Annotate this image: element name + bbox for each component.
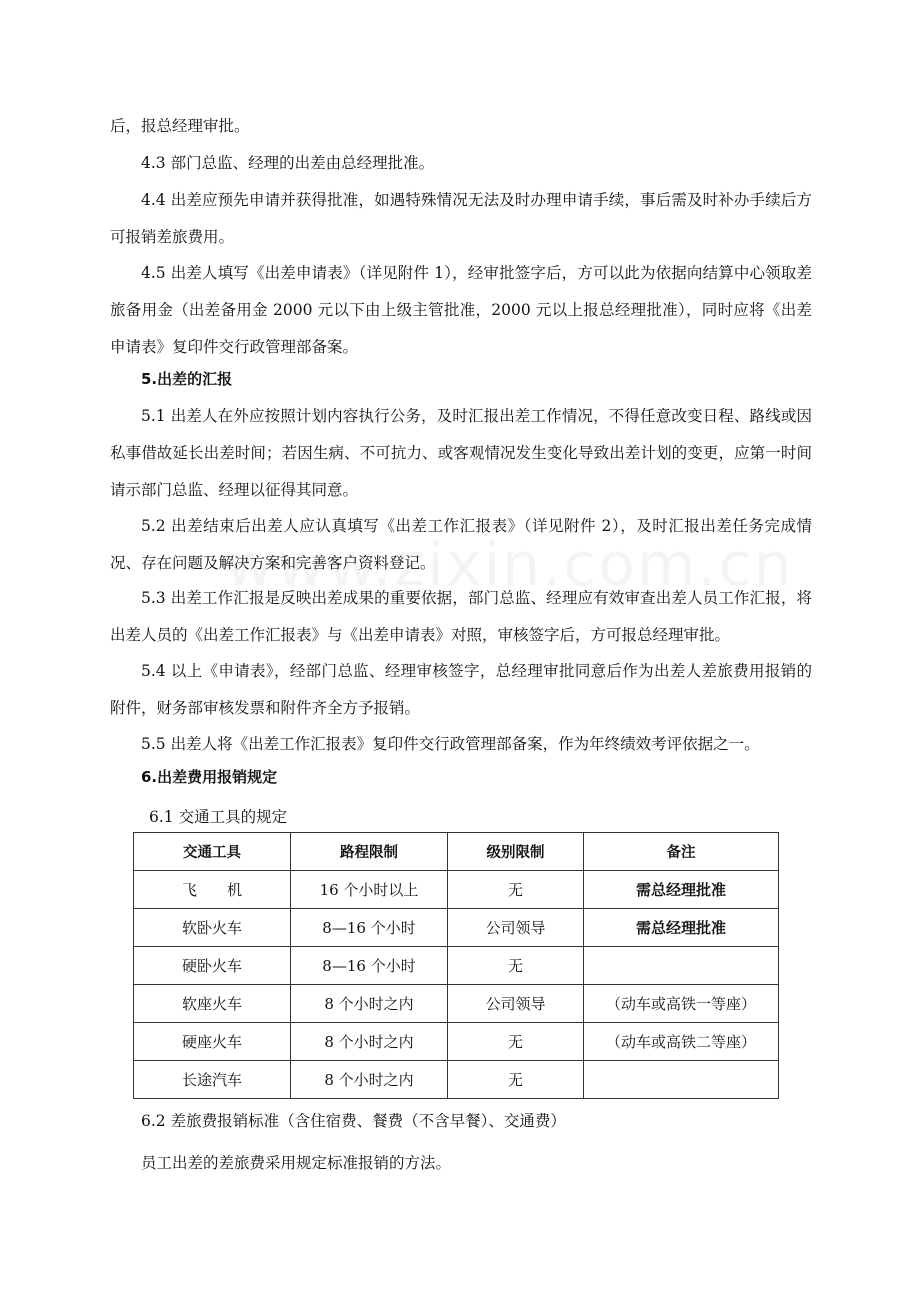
cell-level: 公司领导 [448,909,584,947]
table-row [134,947,779,985]
cell-remark [584,947,779,985]
table-row [134,1061,779,1099]
header-level-limit: 级别限制 [448,833,584,871]
header-remarks: 备注 [584,833,779,871]
table-header-row [134,833,779,871]
cell-level: 无 [448,1061,584,1099]
cell-remark: 需总经理批准 [584,871,779,909]
table-row [134,909,779,947]
transport-rules-table [133,832,779,1099]
paragraph-6-2: 6.2 差旅费报销标准（含住宿费、餐费（不含早餐）、交通费） [141,1112,566,1130]
cell-transport: 硬座火车 [134,1023,291,1061]
paragraph-5-1: 5.1 出差人在外应按照计划内容执行公务，及时汇报出差工作情况，不得任意改变日程、路线或因私事借故延长出差时间；若因生病、不可抗力、或客观情况发生变化导致出差计划的变更，应第一时间请示部门总监、经理以征得其同意。 [110,407,812,499]
paragraph-5-2: 5.2 出差结束后出差人应认真填写《出差工作汇报表》（详见附件 2），及时汇报出差任务完成情况、存在问题及解决方案和完善客户资料登记。 [110,517,812,572]
cell-transport: 飞 机 [134,871,291,909]
paragraph-continuation: 后，报总经理审批。 [110,117,250,135]
cell-distance: 8 个小时之内 [291,1023,448,1061]
paragraph-5-4: 5.4 以上《申请表》，经部门总监、经理审核签字，总经理审批同意后作为出差人差旅费用报销的附件，财务部审核发票和附件齐全方予报销。 [110,662,812,717]
cell-transport: 长途汽车 [134,1061,291,1099]
paragraph-5-5: 5.5 出差人将《出差工作汇报表》复印件交行政管理部备案，作为年终绩效考评依据之一。 [141,735,760,753]
paragraph-5-3: 5.3 出差工作汇报是反映出差成果的重要依据，部门总监、经理应有效审查出差人员工作汇报，将出差人员的《出差工作汇报表》与《出差申请表》对照，审核签字后，方可报总经理审批。 [110,589,812,644]
header-transport: 交通工具 [134,833,291,871]
paragraph-6-1: 6.1 交通工具的规定 [149,808,288,826]
cell-level: 无 [448,1023,584,1061]
table-row [134,985,779,1023]
table-row [134,1023,779,1061]
table-row [134,871,779,909]
cell-transport: 硬卧火车 [134,947,291,985]
cell-transport: 软卧火车 [134,909,291,947]
cell-distance: 8—16 个小时 [291,947,448,985]
paragraph-6-2-note: 员工出差的差旅费采用规定标准报销的方法。 [141,1154,452,1172]
paragraph-4-4: 4.4 出差应预先申请并获得批准，如遇特殊情况无法及时办理申请手续，事后需及时补办手续后方可报销差旅费用。 [110,191,812,246]
cell-remark: （动车或高铁一等座） [584,985,779,1023]
cell-level: 公司领导 [448,985,584,1023]
cell-transport: 软座火车 [134,985,291,1023]
paragraph-4-3: 4.3 部门总监、经理的出差由总经理批准。 [141,154,435,172]
cell-distance: 8—16 个小时 [291,909,448,947]
section-heading-6: 6.出差费用报销规定 [141,768,278,786]
cell-distance: 8 个小时之内 [291,1061,448,1099]
section-heading-5: 5.出差的汇报 [141,370,233,388]
cell-remark [584,1061,779,1099]
paragraph-4-5: 4.5 出差人填写《出差申请表》（详见附件 1），经审批签字后，方可以此为依据向结算中心领取差旅备用金（出差备用金 2000 元以下由上级主管批准，2000 元以上报总经理批准），同时应将《出差申请表》复印件交行政管理部备案。 [110,264,812,356]
cell-distance: 8 个小时之内 [291,985,448,1023]
cell-level: 无 [448,871,584,909]
cell-level: 无 [448,947,584,985]
cell-distance: 16 个小时以上 [291,871,448,909]
cell-remark: 需总经理批准 [584,909,779,947]
header-distance-limit: 路程限制 [291,833,448,871]
cell-remark: （动车或高铁二等座） [584,1023,779,1061]
